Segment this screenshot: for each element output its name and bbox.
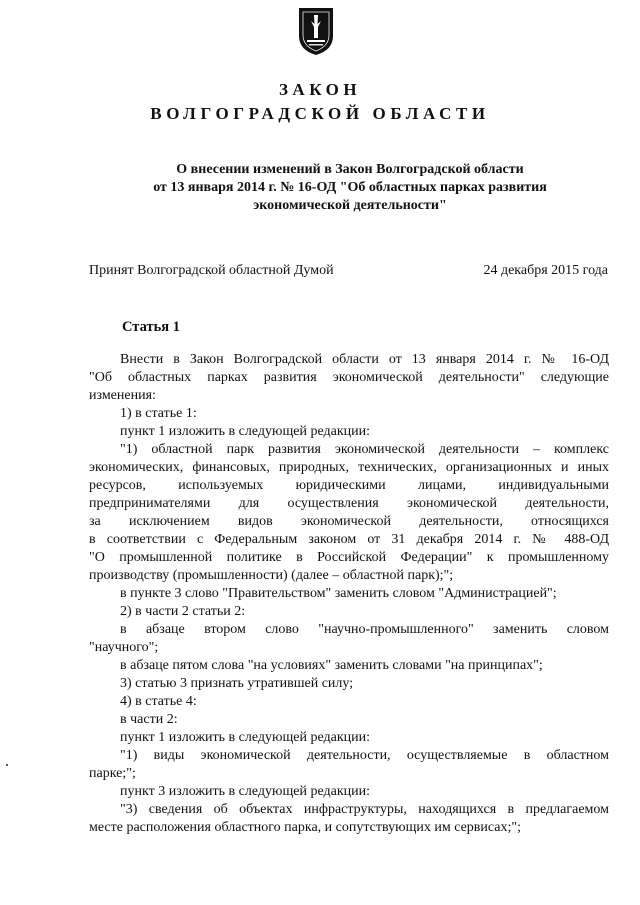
body-line: 4) в статье 4:: [120, 694, 197, 709]
adoption-line: [89, 263, 608, 279]
subject-line: от 13 января 2014 г. № 16-ОД "Об областных парках развития: [153, 180, 547, 195]
body-line: Внести в Закон Волгоградской области от 13 января 2014 г. № 16-ОД: [120, 352, 609, 367]
law-subject: [100, 161, 600, 215]
body-line: в части 2:: [120, 712, 178, 727]
body-line: 3) статью 3 признать утратившей силу;: [120, 676, 354, 691]
body-line: за исключением видов экономической деятельности, относящихся: [89, 514, 609, 529]
body-line: экономических, финансовых, природных, технических, организационных и иных: [89, 460, 609, 475]
law-title: ЗАКОН: [278, 80, 362, 99]
body-line: "3) сведения об объектах инфраструктуры, находящихся в предлагаемом: [120, 802, 609, 817]
body-line: "1) областной парк развития экономической деятельности – комплекс: [120, 442, 609, 457]
body-line: в соответствии с Федеральным законом от 31 декабря 2014 г. № 488-ОД: [89, 532, 609, 547]
body-line: 2) в части 2 статьи 2:: [120, 604, 246, 619]
scan-speck: [6, 764, 8, 766]
body-line: в абзаце пятом слова "на условиях" заменить словами "на принципах";: [120, 658, 543, 673]
article-body: [89, 351, 609, 837]
subject-line: экономической деятельности": [253, 198, 447, 213]
coat-of-arms-icon: [297, 6, 335, 56]
body-line: пункт 1 изложить в следующей редакции:: [120, 424, 370, 439]
body-line: предпринимателями для осуществления экономической деятельности,: [89, 496, 609, 511]
body-line: изменения:: [89, 388, 156, 403]
body-line: пункт 3 изложить в следующей редакции:: [120, 784, 370, 799]
body-line: месте расположения областного парка, и сопутствующих им сервисах;";: [89, 820, 521, 835]
body-line: в пункте 3 слово "Правительством" заменить словом "Администрацией";: [120, 586, 557, 601]
body-line: "О промышленной политике в Российской Федерации" к промышленному: [89, 550, 609, 565]
body-line: ресурсов, используемых юридическими лицами, индивидуальными: [89, 478, 609, 493]
body-line: пункт 1 изложить в следующей редакции:: [120, 730, 370, 745]
body-line: "1) виды экономической деятельности, осуществляемые в областном: [120, 748, 609, 763]
article-heading: Статья 1: [122, 319, 180, 335]
body-line: производству (промышленности) (далее – областной парк);";: [89, 568, 454, 583]
body-line: 1) в статье 1:: [120, 406, 197, 421]
body-line: "Об областных парках развития экономической деятельности" следующие: [89, 370, 609, 385]
body-line: "научного";: [89, 640, 159, 655]
region-title: ВОЛГОГРАДСКОЙ ОБЛАСТИ: [150, 104, 490, 123]
subject-line: О внесении изменений в Закон Волгоградской области: [176, 162, 524, 177]
body-line: парке;";: [89, 766, 136, 781]
adopted-by: Принят Волгоградской областной Думой: [89, 263, 334, 278]
body-line: в абзаце втором слово "научно-промышленного" заменить словом: [120, 622, 609, 637]
adoption-date: 24 декабря 2015 года: [483, 263, 608, 278]
